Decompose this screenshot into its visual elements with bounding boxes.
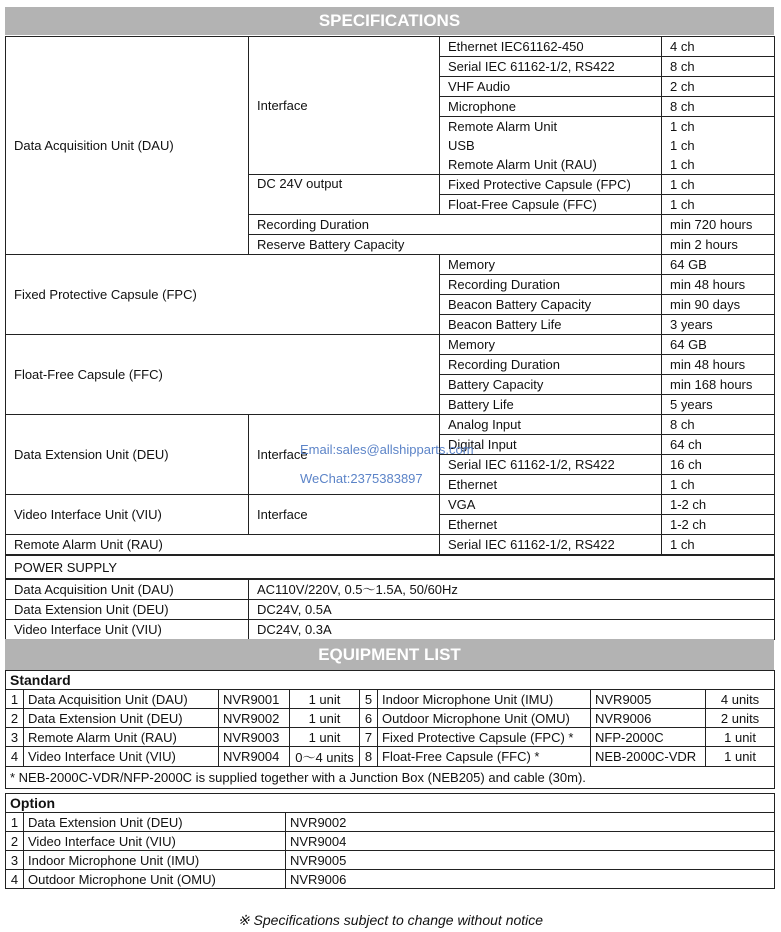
quantity: 1 unit bbox=[706, 747, 775, 767]
unit-name: Video Interface Unit (VIU) bbox=[24, 747, 219, 767]
quantity: 1 unit bbox=[706, 728, 775, 747]
row-number: 1 bbox=[6, 690, 24, 709]
model-number: NFP-2000C bbox=[591, 728, 706, 747]
dau-value: 1 ch bbox=[662, 175, 775, 195]
dau-value: 1 ch bbox=[662, 195, 775, 215]
row-number: 4 bbox=[6, 870, 24, 889]
row-number: 3 bbox=[6, 728, 24, 747]
fpc-item: Memory bbox=[440, 255, 662, 275]
standard-heading: Standard bbox=[6, 671, 775, 690]
standard-row bbox=[6, 709, 775, 728]
power-value: AC110V/220V, 0.5～1.5A, 50/60Hz bbox=[249, 579, 775, 600]
standard-row bbox=[6, 747, 775, 767]
option-heading: Option bbox=[6, 794, 775, 813]
viu-interface-label: Interface bbox=[249, 495, 440, 535]
dau-item: Float-Free Capsule (FFC) bbox=[440, 195, 662, 215]
ffc-item: Recording Duration bbox=[440, 355, 662, 375]
quantity: 2 units bbox=[706, 709, 775, 728]
option-row bbox=[6, 870, 775, 889]
dau-battery-label: Reserve Battery Capacity bbox=[249, 235, 662, 255]
ffc-value: 5 years bbox=[662, 395, 775, 415]
row-number: 2 bbox=[6, 832, 24, 851]
unit-name: Remote Alarm Unit (RAU) bbox=[24, 728, 219, 747]
row-number: 2 bbox=[6, 709, 24, 728]
model-number: NVR9006 bbox=[286, 870, 775, 889]
dau-battery-value: min 2 hours bbox=[662, 235, 775, 255]
dau-value: 4 ch bbox=[662, 37, 775, 57]
model-number: NVR9001 bbox=[219, 690, 290, 709]
deu-value: 1 ch bbox=[662, 475, 775, 495]
ffc-value: 64 GB bbox=[662, 335, 775, 355]
model-number: NVR9003 bbox=[219, 728, 290, 747]
row-number: 6 bbox=[360, 709, 378, 728]
dau-value: 1 ch bbox=[662, 117, 775, 137]
power-unit: Data Acquisition Unit (DAU) bbox=[6, 579, 249, 600]
dau-value: 1 ch bbox=[662, 136, 775, 155]
power-supply-heading: POWER SUPPLY bbox=[6, 555, 775, 579]
fpc-value: 64 GB bbox=[662, 255, 775, 275]
row-number: 3 bbox=[6, 851, 24, 870]
rau-item: Serial IEC 61162-1/2, RS422 bbox=[440, 535, 662, 556]
model-number: NVR9006 bbox=[591, 709, 706, 728]
ffc-item: Battery Capacity bbox=[440, 375, 662, 395]
power-unit: Data Extension Unit (DEU) bbox=[6, 600, 249, 620]
viu-item: Ethernet bbox=[440, 515, 662, 535]
standard-row bbox=[6, 728, 775, 747]
power-value: DC24V, 0.5A bbox=[249, 600, 775, 620]
option-row bbox=[6, 851, 775, 870]
deu-interface-label: Interface bbox=[249, 415, 440, 495]
dau-item: VHF Audio bbox=[440, 77, 662, 97]
ffc-value: min 168 hours bbox=[662, 375, 775, 395]
fpc-item: Beacon Battery Life bbox=[440, 315, 662, 335]
ffc-item: Battery Life bbox=[440, 395, 662, 415]
dau-item: Remote Alarm Unit (RAU) bbox=[440, 155, 662, 175]
fpc-value: 3 years bbox=[662, 315, 775, 335]
power-value: DC24V, 0.3A bbox=[249, 620, 775, 640]
equipment-standard-table bbox=[5, 670, 775, 789]
fpc-name: Fixed Protective Capsule (FPC) bbox=[6, 255, 440, 335]
deu-value: 8 ch bbox=[662, 415, 775, 435]
dau-value: 8 ch bbox=[662, 57, 775, 77]
specifications-banner: SPECIFICATIONS bbox=[5, 7, 774, 35]
viu-value: 1-2 ch bbox=[662, 515, 775, 535]
unit-name: Data Extension Unit (DEU) bbox=[24, 709, 219, 728]
option-row bbox=[6, 813, 775, 832]
rau-name: Remote Alarm Unit (RAU) bbox=[6, 535, 440, 556]
row-number: 8 bbox=[360, 747, 378, 767]
deu-value: 16 ch bbox=[662, 455, 775, 475]
dau-item: Fixed Protective Capsule (FPC) bbox=[440, 175, 662, 195]
deu-item: Ethernet bbox=[440, 475, 662, 495]
unit-name: Outdoor Microphone Unit (OMU) bbox=[378, 709, 591, 728]
deu-value: 64 ch bbox=[662, 435, 775, 455]
dau-interface-label: Interface bbox=[249, 37, 440, 175]
option-row bbox=[6, 832, 775, 851]
equipment-footnote: * NEB-2000C-VDR/NFP-2000C is supplied together with a Junction Box (NEB205) and cable (30m). bbox=[6, 767, 775, 789]
model-number: NVR9005 bbox=[591, 690, 706, 709]
fpc-item: Beacon Battery Capacity bbox=[440, 295, 662, 315]
rau-value: 1 ch bbox=[662, 535, 775, 556]
dau-dc-label: DC 24V output bbox=[249, 175, 440, 215]
model-number: NVR9005 bbox=[286, 851, 775, 870]
dau-item: Ethernet IEC61162-450 bbox=[440, 37, 662, 57]
ffc-value: min 48 hours bbox=[662, 355, 775, 375]
power-unit: Video Interface Unit (VIU) bbox=[6, 620, 249, 640]
quantity: 0～4 units bbox=[290, 747, 360, 767]
model-number: NVR9004 bbox=[286, 832, 775, 851]
unit-name: Video Interface Unit (VIU) bbox=[24, 832, 286, 851]
unit-name: Outdoor Microphone Unit (OMU) bbox=[24, 870, 286, 889]
row-number: 1 bbox=[6, 813, 24, 832]
dau-item: USB bbox=[440, 136, 662, 155]
email-watermark: Email:sales@allshipparts.com bbox=[300, 442, 474, 457]
dau-item: Microphone bbox=[440, 97, 662, 117]
model-number: NVR9002 bbox=[219, 709, 290, 728]
fpc-value: min 90 days bbox=[662, 295, 775, 315]
unit-name: Data Acquisition Unit (DAU) bbox=[24, 690, 219, 709]
quantity: 1 unit bbox=[290, 690, 360, 709]
viu-name: Video Interface Unit (VIU) bbox=[6, 495, 249, 535]
dau-item: Remote Alarm Unit bbox=[440, 117, 662, 137]
model-number: NVR9002 bbox=[286, 813, 775, 832]
fpc-value: min 48 hours bbox=[662, 275, 775, 295]
dau-value: 8 ch bbox=[662, 97, 775, 117]
equipment-list-banner: EQUIPMENT LIST bbox=[5, 639, 774, 670]
row-number: 4 bbox=[6, 747, 24, 767]
deu-name: Data Extension Unit (DEU) bbox=[6, 415, 249, 495]
unit-name: Indoor Microphone Unit (IMU) bbox=[378, 690, 591, 709]
unit-name: Fixed Protective Capsule (FPC) * bbox=[378, 728, 591, 747]
dau-value: 2 ch bbox=[662, 77, 775, 97]
standard-row bbox=[6, 690, 775, 709]
quantity: 1 unit bbox=[290, 728, 360, 747]
dau-recording-value: min 720 hours bbox=[662, 215, 775, 235]
dau-item: Serial IEC 61162-1/2, RS422 bbox=[440, 57, 662, 77]
footer-note: ※ Specifications subject to change without notice bbox=[237, 912, 544, 928]
deu-item: Analog Input bbox=[440, 415, 662, 435]
viu-item: VGA bbox=[440, 495, 662, 515]
unit-name: Float-Free Capsule (FFC) * bbox=[378, 747, 591, 767]
deu-item: Digital Input bbox=[440, 435, 662, 455]
wechat-watermark: WeChat:2375383897 bbox=[300, 471, 423, 486]
dau-recording-label: Recording Duration bbox=[249, 215, 662, 235]
ffc-item: Memory bbox=[440, 335, 662, 355]
ffc-name: Float-Free Capsule (FFC) bbox=[6, 335, 440, 415]
deu-item: Serial IEC 61162-1/2, RS422 bbox=[440, 455, 662, 475]
row-number: 5 bbox=[360, 690, 378, 709]
unit-name: Indoor Microphone Unit (IMU) bbox=[24, 851, 286, 870]
model-number: NEB-2000C-VDR bbox=[591, 747, 706, 767]
quantity: 4 units bbox=[706, 690, 775, 709]
dau-name: Data Acquisition Unit (DAU) bbox=[6, 37, 249, 255]
viu-value: 1-2 ch bbox=[662, 495, 775, 515]
model-number: NVR9004 bbox=[219, 747, 290, 767]
quantity: 1 unit bbox=[290, 709, 360, 728]
specifications-table bbox=[5, 36, 775, 640]
unit-name: Data Extension Unit (DEU) bbox=[24, 813, 286, 832]
equipment-option-table bbox=[5, 793, 775, 889]
fpc-item: Recording Duration bbox=[440, 275, 662, 295]
row-number: 7 bbox=[360, 728, 378, 747]
dau-value: 1 ch bbox=[662, 155, 775, 175]
